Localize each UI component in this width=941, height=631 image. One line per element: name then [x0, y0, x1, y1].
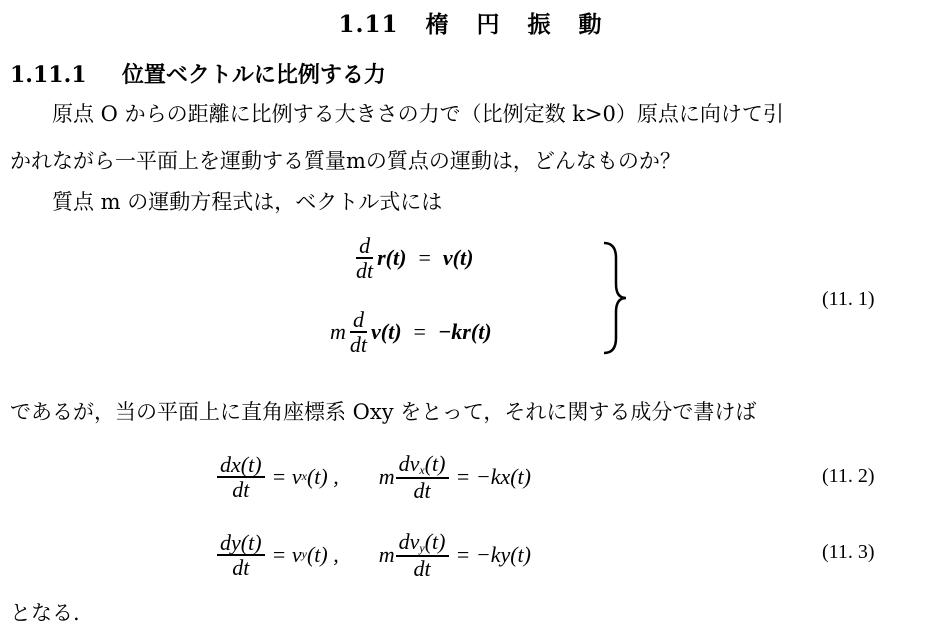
equation-11-3 — [216, 530, 531, 580]
subsection-title-text: 位置ベクトルに比例する力 — [121, 62, 386, 88]
equation-rhs: −kr(t) — [437, 319, 492, 345]
equation-rhs: = −kx(t) — [455, 463, 531, 489]
equation-11-1-line1 — [352, 234, 473, 282]
section-title-char: 楕 — [425, 11, 450, 38]
paragraph-line: かれながら一平面上を運動する質量mの質点の運動は，どんなものか？ — [10, 149, 681, 173]
fraction — [353, 234, 376, 282]
numerator-tail: (t) — [424, 451, 446, 476]
equation-coefficient: m — [378, 541, 395, 567]
paragraph-line: であるが，当の平面上に直角座標系 Oxy をとって，それに関する成分で書けば — [10, 400, 757, 424]
section-title-char: 振 — [527, 11, 552, 38]
equation-label-11-2: (11. 2) — [822, 465, 875, 487]
equals-sign: = — [413, 319, 426, 345]
subscript: x — [301, 469, 307, 484]
numerator-tail: (t) — [424, 529, 446, 554]
equation-coefficient: m — [378, 463, 395, 489]
paragraph-line: となる. — [10, 601, 80, 625]
section-title-char: 円 — [476, 11, 501, 38]
fraction — [396, 530, 449, 580]
fraction-denominator: dt — [356, 258, 374, 284]
fraction-numerator: dy(t) — [217, 531, 265, 556]
fraction-denominator: dt — [413, 477, 431, 503]
numerator-main: dv — [398, 451, 420, 476]
fraction-numerator: d — [356, 234, 373, 259]
fraction-numerator: dx(t) — [217, 453, 265, 478]
subscript: y — [301, 547, 307, 562]
subscript: y — [419, 541, 425, 555]
equation-tail: (t) , — [306, 541, 339, 567]
section-title-char: 動 — [578, 11, 603, 38]
fraction — [347, 308, 370, 356]
equation-label-11-3: (11. 3) — [822, 541, 875, 563]
subsection-title — [10, 58, 386, 89]
paragraph-line: 質点 m の運動方程式は，ベクトル式には — [52, 190, 443, 214]
equation-rhs: = −ky(t) — [455, 541, 531, 567]
right-brace-icon — [600, 240, 630, 356]
fraction-numerator — [396, 530, 449, 557]
fraction-denominator: dt — [349, 332, 368, 358]
equation-label-11-1: (11. 1) — [822, 288, 875, 310]
subscript: x — [419, 463, 425, 477]
equation-coefficient: m — [330, 319, 346, 345]
section-number: 1.11 — [338, 11, 399, 38]
equation-tail: (t) , — [306, 463, 339, 489]
equals-sign: = — [418, 245, 431, 271]
fraction — [396, 452, 449, 502]
fraction-denominator: dt — [232, 554, 250, 580]
equation-rhs: = v — [271, 541, 302, 567]
subsection-number: 1.11.1 — [10, 62, 87, 88]
numerator-main: dv — [398, 529, 420, 554]
fraction — [217, 453, 265, 501]
section-title — [0, 6, 941, 39]
fraction-denominator: dt — [413, 555, 431, 581]
equation-11-2 — [216, 452, 531, 502]
equation-rhs: = v — [271, 463, 302, 489]
paragraph-line: 原点 O からの距離に比例する大きさの力で（比例定数 k>0）原点に向けて引 — [52, 102, 784, 126]
fraction — [217, 531, 265, 579]
equation-rhs: v(t) — [442, 245, 474, 271]
equation-11-1-line2 — [330, 308, 492, 356]
fraction-numerator — [396, 452, 449, 479]
equation-lhs: v(t) — [371, 319, 402, 345]
fraction-numerator: d — [350, 308, 367, 333]
fraction-denominator: dt — [232, 476, 250, 502]
equation-lhs: r(t) — [377, 245, 407, 271]
